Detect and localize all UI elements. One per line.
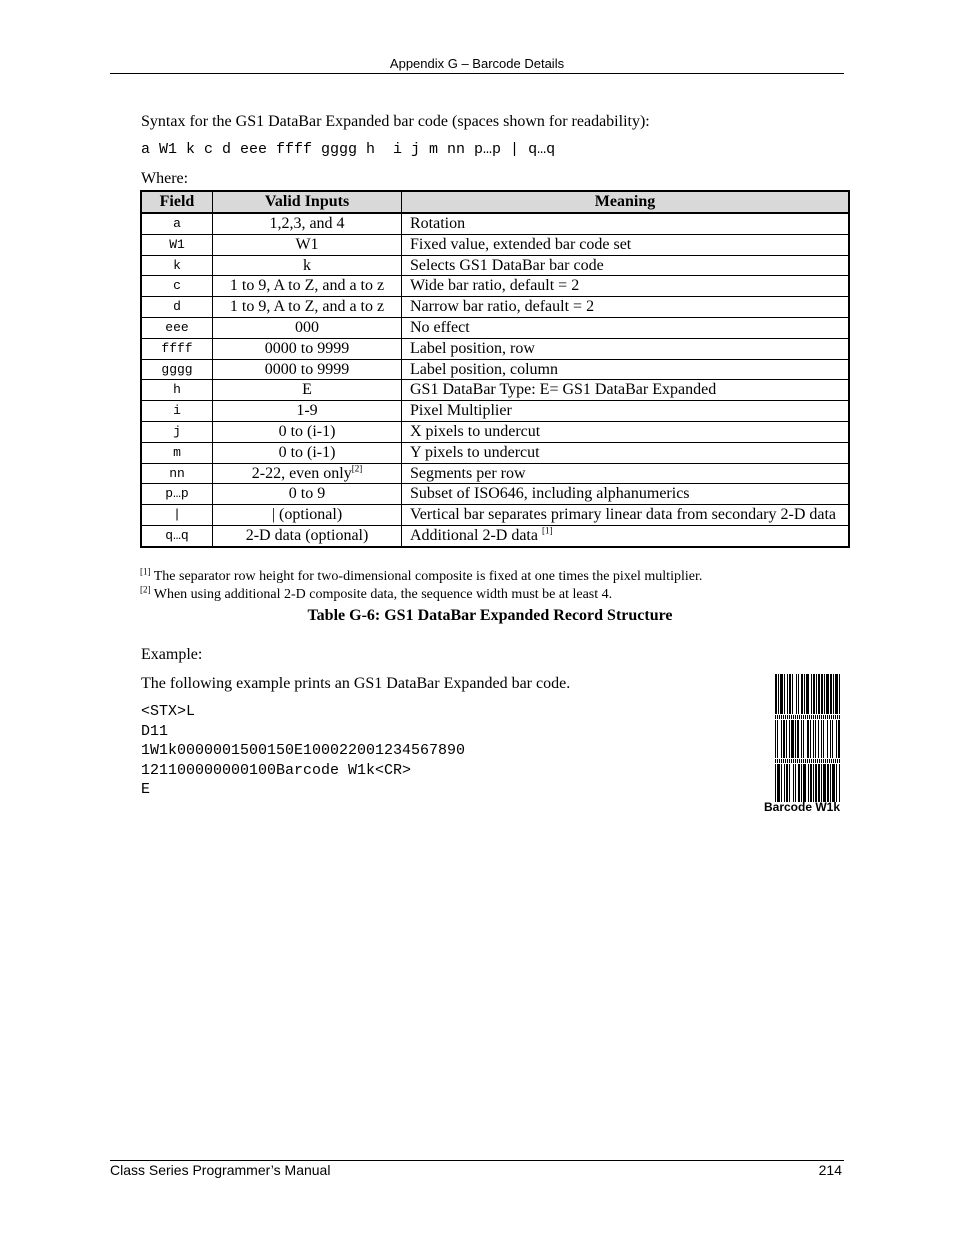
barcode-bar (793, 764, 794, 802)
cell-meaning: Y pixels to undercut (402, 442, 850, 463)
intro-text: Syntax for the GS1 DataBar Expanded bar code (spaces shown for readability): (141, 113, 650, 130)
barcode-bar (775, 764, 776, 802)
barcode-bar (797, 720, 799, 758)
barcode-bar (801, 720, 802, 758)
barcode-separator (795, 715, 796, 719)
barcode-separator (803, 715, 804, 719)
code-line: <STX>L (141, 703, 196, 720)
cell-meaning: Segments per row (402, 463, 850, 484)
cell-meaning: GS1 DataBar Type: E= GS1 DataBar Expanded (402, 380, 850, 401)
barcode-image (775, 674, 841, 802)
barcode-bar (777, 764, 780, 802)
code-line: 1W1k0000001500150E100022001234567890 (141, 742, 466, 759)
barcode-bar (832, 720, 833, 758)
barcode-bar (818, 764, 820, 802)
barcode-bar (808, 764, 809, 802)
table-row (141, 255, 849, 276)
cell-inputs: 1 to 9, A to Z, and a to z (213, 297, 402, 318)
cell-inputs: 0000 to 9999 (213, 338, 402, 359)
header-field: Field (141, 191, 213, 213)
barcode-bar (836, 764, 837, 802)
barcode-separator (823, 715, 824, 719)
cell-meaning: Label position, row (402, 338, 850, 359)
barcode-bar (830, 720, 831, 758)
barcode-bar (783, 720, 785, 758)
cell-inputs: 0 to (i-1) (213, 421, 402, 442)
barcode-bar (830, 674, 832, 714)
barcode-separator (833, 759, 834, 763)
barcode-bar (810, 764, 812, 802)
example-label: Example: (141, 646, 203, 663)
table-row (141, 525, 849, 546)
barcode-separator (801, 715, 802, 719)
barcode-separator (833, 715, 834, 719)
cell-field: q…q (141, 525, 213, 546)
barcode-separator (789, 759, 790, 763)
barcode-separator (775, 759, 776, 763)
cell-field: nn (141, 463, 213, 484)
barcode-bar (789, 720, 790, 758)
barcode-bar (827, 720, 828, 758)
barcode-separator (819, 759, 820, 763)
barcode-bar (791, 720, 794, 758)
barcode-bar (789, 674, 791, 714)
barcode-bar (832, 764, 835, 802)
barcode-bar (813, 720, 814, 758)
barcode-separator (797, 715, 798, 719)
table-row (141, 421, 849, 442)
cell-meaning: Vertical bar separates primary linear data from secondary 2-D data (402, 505, 850, 526)
barcode-bar (781, 720, 782, 758)
barcode-bar (784, 674, 785, 714)
barcode-bar (806, 674, 809, 714)
barcode-bar (813, 674, 815, 714)
cell-meaning: Selects GS1 DataBar bar code (402, 255, 850, 276)
barcode-bar (838, 720, 840, 758)
cell-inputs: | (optional) (213, 505, 402, 526)
barcode-bar (787, 674, 788, 714)
barcode-separator (815, 759, 816, 763)
footnote-1 (140, 566, 703, 585)
barcode-separator (793, 759, 794, 763)
barcode-bar (823, 764, 826, 802)
barcode-separator (821, 759, 822, 763)
barcode-bar (777, 720, 778, 758)
footnote-text: When using additional 2-D composite data, the sequence width must be at least 4. (150, 587, 613, 602)
barcode-separator (779, 715, 780, 719)
barcode-bar (781, 764, 782, 802)
barcode-separator (825, 715, 826, 719)
barcode-bar (798, 764, 800, 802)
cell-inputs: 0 to (i-1) (213, 442, 402, 463)
barcode-bar (839, 764, 840, 802)
footer-rule (110, 1160, 844, 1161)
barcode-separator (829, 715, 830, 719)
barcode-bar (818, 674, 820, 714)
barcode-bar (826, 674, 829, 714)
code-line: 121100000000100Barcode W1k<CR> (141, 761, 412, 779)
barcode-separator (791, 715, 792, 719)
cell-meaning: Pixel Multiplier (402, 401, 850, 422)
barcode-bar (801, 674, 803, 714)
inputs-text: 2-22, even only (251, 464, 352, 482)
cell-field: k (141, 255, 213, 276)
barcode-separator (783, 759, 784, 763)
barcode-bar (839, 674, 840, 714)
barcode-separator (801, 759, 802, 763)
table-row (141, 276, 849, 297)
table-row (141, 442, 849, 463)
barcode-bar (810, 720, 811, 758)
cell-field: gggg (141, 359, 213, 380)
barcode-bar (792, 674, 793, 714)
barcode-separator (829, 759, 830, 763)
barcode-bar (815, 720, 816, 758)
barcode-separator (779, 759, 780, 763)
footnote-2 (140, 584, 613, 603)
barcode-separator (831, 759, 832, 763)
meaning-text: Additional 2-D data (410, 526, 542, 544)
barcode-separator (821, 715, 822, 719)
barcode-bar (786, 764, 788, 802)
barcode-bar (795, 764, 796, 802)
cell-inputs (213, 463, 402, 484)
barcode-separator (799, 759, 800, 763)
cell-inputs: k (213, 255, 402, 276)
example-description: The following example prints an GS1 DataBar Expanded bar code. (141, 675, 571, 692)
footnote-ref: [1] (541, 525, 553, 536)
barcode-separator (823, 759, 824, 763)
barcode-separator (803, 759, 804, 763)
barcode-bar (824, 674, 825, 714)
table-row (141, 213, 849, 234)
barcode-bar (778, 674, 779, 714)
cell-field: c (141, 276, 213, 297)
barcode-separator (809, 715, 810, 719)
barcode-separator (787, 759, 788, 763)
table-row (141, 297, 849, 318)
barcode-separator (835, 715, 836, 719)
table-header-row (141, 191, 849, 213)
barcode-separator (807, 759, 808, 763)
record-structure-table (140, 190, 850, 548)
barcode-separator (805, 759, 806, 763)
barcode-separator (787, 715, 788, 719)
code-line: E (141, 781, 151, 798)
barcode-separator (783, 715, 784, 719)
cell-meaning: Fixed value, extended bar code set (402, 234, 850, 255)
barcode-bar (813, 764, 814, 802)
barcode-bar (775, 720, 776, 758)
barcode-separator (795, 759, 796, 763)
cell-field: | (141, 505, 213, 526)
table-row (141, 234, 849, 255)
barcode-bar (830, 764, 831, 802)
footer-page-number: 214 (818, 1162, 842, 1178)
cell-meaning: X pixels to undercut (402, 421, 850, 442)
barcode-bar (816, 674, 817, 714)
barcode-bar (823, 720, 824, 758)
cell-field: eee (141, 317, 213, 338)
barcode-bar (795, 720, 796, 758)
barcode-separator (781, 715, 782, 719)
cell-inputs: 1,2,3, and 4 (213, 213, 402, 234)
barcode-separator (835, 759, 836, 763)
barcode-separator (837, 759, 838, 763)
barcode-separator (811, 715, 812, 719)
cell-field: j (141, 421, 213, 442)
barcode-bar (835, 674, 838, 714)
barcode-separator (799, 715, 800, 719)
barcode-bar (803, 720, 804, 758)
where-label: Where: (141, 170, 189, 187)
barcode-bar (811, 674, 812, 714)
table-row (141, 359, 849, 380)
barcode-separator (815, 715, 816, 719)
barcode-bar (784, 764, 785, 802)
cell-inputs: W1 (213, 234, 402, 255)
barcode-separator (813, 715, 814, 719)
syntax-line: a W1 k c d eee ffff gggg h i j m nn p…p | q…q (141, 141, 556, 158)
barcode-separator (791, 759, 792, 763)
cell-field: i (141, 401, 213, 422)
barcode-bar (798, 674, 799, 714)
example-code-block (141, 702, 465, 800)
barcode-separator (811, 759, 812, 763)
cell-meaning: Wide bar ratio, default = 2 (402, 276, 850, 297)
cell-field: W1 (141, 234, 213, 255)
barcode-bar (786, 720, 787, 758)
barcode-bar (775, 674, 777, 714)
table-row (141, 401, 849, 422)
cell-field: d (141, 297, 213, 318)
barcode-bar (833, 674, 834, 714)
cell-inputs: 1-9 (213, 401, 402, 422)
cell-inputs: E (213, 380, 402, 401)
footnote-text: The separator row height for two-dimensional composite is fixed at one times the pixel multiplier. (150, 569, 703, 584)
footer-manual-title: Class Series Programmer’s Manual (110, 1162, 331, 1178)
barcode-bar (789, 764, 790, 802)
barcode-bar (803, 764, 806, 802)
barcode-separator (797, 759, 798, 763)
cell-meaning: Subset of ISO646, including alphanumerics (402, 484, 850, 505)
barcode-bar (821, 720, 822, 758)
cell-field: p…p (141, 484, 213, 505)
barcode-bar (827, 764, 829, 802)
barcode-separator (807, 715, 808, 719)
barcode-separator (819, 715, 820, 719)
barcode-separator (837, 715, 838, 719)
cell-field: m (141, 442, 213, 463)
cell-field: a (141, 213, 213, 234)
barcode-separator (831, 715, 832, 719)
code-line: D11 (141, 722, 169, 740)
table-caption: Table G-6: GS1 DataBar Expanded Record Structure (307, 607, 673, 624)
barcode-bar (807, 720, 809, 758)
table-row (141, 338, 849, 359)
footnote-mark: [2] (140, 584, 151, 595)
barcode-bar (815, 764, 817, 802)
header-valid-inputs: Valid Inputs (213, 191, 402, 213)
cell-meaning: Rotation (402, 213, 850, 234)
table-row (141, 505, 849, 526)
barcode-separator (839, 759, 840, 763)
barcode-separator (789, 715, 790, 719)
cell-inputs: 2-D data (optional) (213, 525, 402, 546)
cell-meaning: No effect (402, 317, 850, 338)
barcode-separator (793, 715, 794, 719)
table-row (141, 463, 849, 484)
cell-inputs: 0000 to 9999 (213, 359, 402, 380)
header-meaning: Meaning (402, 191, 850, 213)
header-rule (110, 73, 844, 74)
barcode-bar (780, 674, 783, 714)
cell-inputs: 0 to 9 (213, 484, 402, 505)
barcode-bar (801, 764, 802, 802)
barcode-separator (825, 759, 826, 763)
cell-meaning: Label position, column (402, 359, 850, 380)
cell-inputs: 000 (213, 317, 402, 338)
barcode-bar (804, 674, 805, 714)
barcode-separator (777, 759, 778, 763)
cell-inputs: 1 to 9, A to Z, and a to z (213, 276, 402, 297)
barcode-separator (813, 759, 814, 763)
barcode-separator (839, 715, 840, 719)
barcode-separator (827, 759, 828, 763)
footnote-mark: [1] (140, 566, 151, 577)
footnote-ref: [2] (351, 463, 363, 474)
table-row (141, 484, 849, 505)
barcode-separator (775, 715, 776, 719)
barcode-separator (805, 715, 806, 719)
barcode-separator (785, 759, 786, 763)
barcode-separator (827, 715, 828, 719)
barcode-separator (817, 715, 818, 719)
table-row (141, 380, 849, 401)
barcode-bar (821, 764, 822, 802)
cell-meaning: Narrow bar ratio, default = 2 (402, 297, 850, 318)
barcode-separator (817, 759, 818, 763)
barcode-separator (809, 759, 810, 763)
barcode-separator (781, 759, 782, 763)
table-row (141, 317, 849, 338)
barcode-bar (821, 674, 823, 714)
cell-meaning (402, 525, 850, 546)
barcode-bar (796, 674, 797, 714)
barcode-separator (777, 715, 778, 719)
barcode-bar (836, 720, 837, 758)
cell-field: h (141, 380, 213, 401)
barcode-bar (818, 720, 819, 758)
barcode-separator (785, 715, 786, 719)
page-header: Appendix G – Barcode Details (389, 56, 565, 71)
barcode-caption: Barcode W1k (763, 800, 841, 814)
cell-field: ffff (141, 338, 213, 359)
